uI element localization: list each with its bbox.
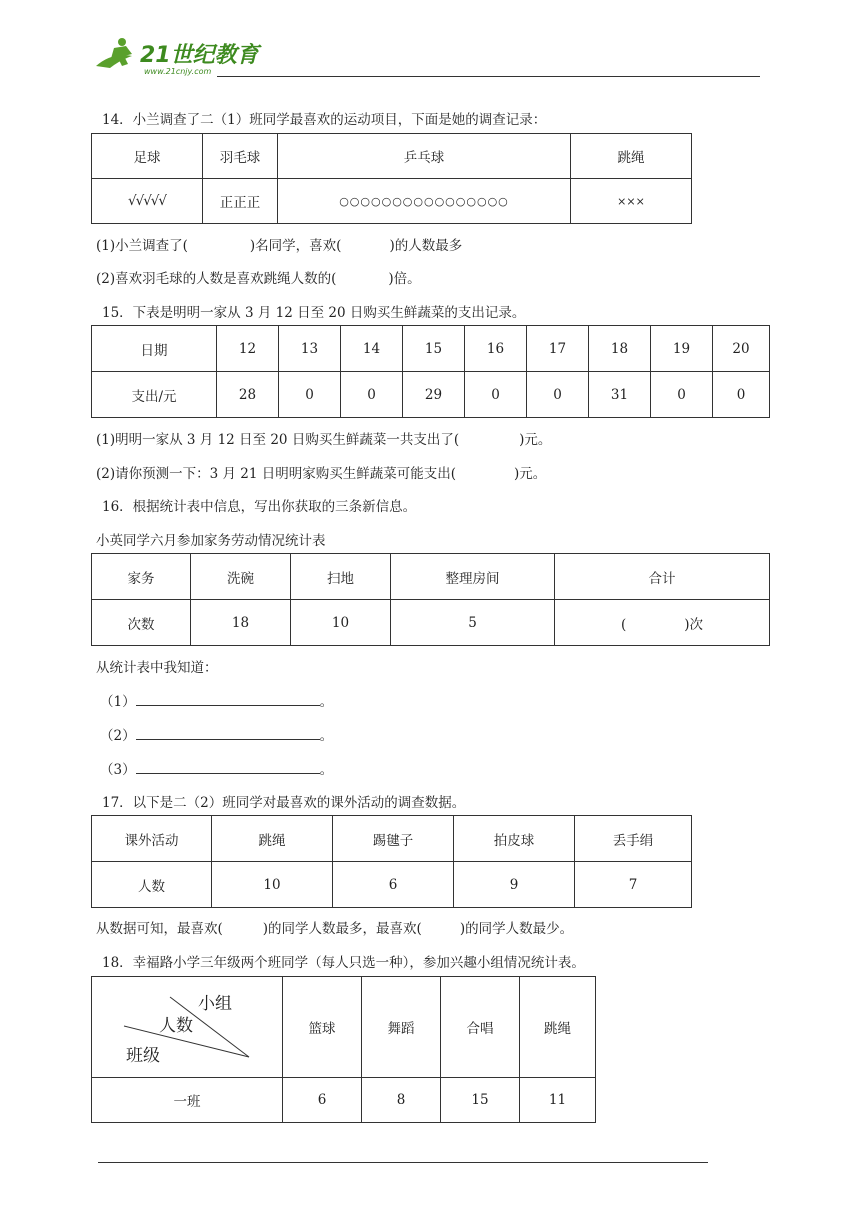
q14-marks-football: √√√√√: [92, 179, 203, 224]
q18-cell: 一班: [92, 1078, 283, 1123]
q16-table: [91, 553, 770, 646]
q16-prompt: 16．根据统计表中信息，写出你获取的三条新信息。: [102, 499, 417, 515]
q18-cell: 8: [362, 1078, 441, 1123]
q18-table: [91, 976, 596, 1123]
q14-sub2-b: )倍。: [388, 271, 421, 287]
q18-header: 合唱: [441, 977, 520, 1078]
q14-marks-pingpong: ○○○○○○○○○○○○○○○○: [278, 179, 571, 224]
q14-table: [91, 133, 692, 224]
q14-header-ropeskip: 跳绳: [571, 134, 692, 179]
q17-cell: 跳绳: [212, 816, 333, 862]
q14-marks-ropeskip: ×××: [571, 179, 692, 224]
q15-cell: 17: [527, 326, 589, 372]
q17-cell: 6: [333, 862, 454, 908]
q17-cell: 9: [454, 862, 575, 908]
q14-header-football: 足球: [92, 134, 203, 179]
q16-item-end: 。: [319, 728, 334, 744]
q18-cell: 15: [441, 1078, 520, 1123]
q15-sub1-a: (1)明明一家从 3 月 12 日至 20 日购买生鲜蔬菜一共支出了(: [96, 432, 460, 448]
q16-item-end: 。: [319, 762, 334, 778]
q15-sub1: [96, 428, 551, 448]
q15-cell: 0: [341, 372, 403, 418]
q15-table: [91, 325, 770, 418]
q15-sub2-b: )元。: [514, 466, 547, 482]
q16-total-close: )次: [684, 616, 704, 633]
q14-sub1: [96, 234, 462, 254]
q15-cell: 0: [527, 372, 589, 418]
answer-line[interactable]: [136, 692, 320, 706]
q16-cell: 洗碗: [191, 554, 291, 600]
header-rule: [217, 76, 760, 77]
q17-sub-c: )的同学人数最少。: [459, 921, 574, 937]
q17-prompt: 17．以下是二（2）班同学对最喜欢的课外活动的调查数据。: [102, 795, 466, 811]
q16-cell: 合计: [555, 554, 770, 600]
q16-cell: 整理房间: [391, 554, 555, 600]
q16-cell: 次数: [92, 600, 191, 646]
q18-header: 篮球: [283, 977, 362, 1078]
q16-item-label: （3）: [100, 762, 136, 778]
q14-sub1-c: )的人数最多: [389, 238, 463, 254]
answer-line[interactable]: [136, 760, 320, 774]
q14-marks-badminton: 正正正: [203, 179, 278, 224]
diag-label-class: 班级: [126, 1046, 160, 1066]
q17-cell: 拍皮球: [454, 816, 575, 862]
q15-cell: 16: [465, 326, 527, 372]
q15-cell: 18: [589, 326, 651, 372]
q17-cell: 人数: [92, 862, 212, 908]
q18-cell: 6: [283, 1078, 362, 1123]
q17-table: [91, 815, 692, 908]
q15-cell: 支出/元: [92, 372, 217, 418]
q14-header-badminton: 羽毛球: [203, 134, 278, 179]
q15-row-dates: [92, 326, 770, 372]
q15-cell: 日期: [92, 326, 217, 372]
q15-cell: 29: [403, 372, 465, 418]
q15-sub2-a: (2)请你预测一下：3 月 21 日明明家购买生鲜蔬菜可能支出(: [96, 466, 457, 482]
q17-cell: 10: [212, 862, 333, 908]
q18-prompt: 18．幸福路小学三年级两个班同学（每人只选一种），参加兴趣小组情况统计表。: [102, 955, 585, 971]
q17-sub-a: 从数据可知，最喜欢(: [96, 921, 223, 937]
q16-item-3: [100, 758, 333, 778]
page-header: [92, 34, 760, 80]
q15-cell: 13: [279, 326, 341, 372]
q17-cell: 7: [575, 862, 692, 908]
q15-cell: 0: [465, 372, 527, 418]
logo-text: 21世纪教育: [140, 43, 259, 68]
q15-cell: 31: [589, 372, 651, 418]
q17-cell: 踢毽子: [333, 816, 454, 862]
q16-item-1: [100, 690, 333, 710]
q16-table-title: 小英同学六月参加家务劳动情况统计表: [96, 533, 326, 549]
q16-item-label: （1）: [100, 694, 136, 710]
q18-header: 跳绳: [520, 977, 596, 1078]
q16-item-end: 。: [319, 694, 334, 710]
q16-know: 从统计表中我知道：: [96, 660, 218, 676]
q15-cell: 0: [713, 372, 770, 418]
diag-label-group: 小组: [198, 994, 232, 1014]
answer-line[interactable]: [136, 726, 320, 740]
q17-cell: 丢手绢: [575, 816, 692, 862]
q15-prompt: 15．下表是明明一家从 3 月 12 日至 20 日购买生鲜蔬菜的支出记录。: [102, 305, 526, 321]
q16-cell: 扫地: [291, 554, 391, 600]
q15-cell: 19: [651, 326, 713, 372]
q16-cell: 18: [191, 600, 291, 646]
q16-item-2: [100, 724, 333, 744]
logo-url: www.21cnjy.com: [144, 67, 212, 76]
q17-cell: 课外活动: [92, 816, 212, 862]
q15-sub1-b: )元。: [519, 432, 552, 448]
q17-sub: [96, 917, 573, 937]
q14-sub2-a: (2)喜欢羽毛球的人数是喜欢跳绳人数的(: [96, 271, 337, 287]
q15-row-spend: [92, 372, 770, 418]
q14-sub1-b: )名同学，喜欢(: [249, 238, 342, 254]
q15-cell: 0: [279, 372, 341, 418]
q15-cell: 0: [651, 372, 713, 418]
q18-header: 舞蹈: [362, 977, 441, 1078]
q18-diagonal-header: [92, 977, 283, 1078]
footer-rule: [98, 1162, 708, 1163]
q15-cell: 20: [713, 326, 770, 372]
q14-sub2: [96, 267, 421, 287]
q16-cell: 5: [391, 600, 555, 646]
q17-sub-b: )的同学人数最多，最喜欢(: [262, 921, 422, 937]
q14-header-pingpong: 乒乓球: [278, 134, 571, 179]
q16-cell: 家务: [92, 554, 191, 600]
q16-cell: 10: [291, 600, 391, 646]
q15-cell: 28: [217, 372, 279, 418]
q16-total-open: (: [620, 616, 627, 633]
q14-sub1-a: (1)小兰调查了(: [96, 238, 188, 254]
q15-cell: 15: [403, 326, 465, 372]
diag-label-count: 人数: [159, 1016, 193, 1036]
q16-total-cell: [555, 600, 770, 646]
q15-cell: 12: [217, 326, 279, 372]
logo: [92, 34, 262, 78]
q14-prompt: 14．小兰调查了二（1）班同学最喜欢的运动项目，下面是她的调查记录：: [102, 112, 547, 128]
q15-cell: 14: [341, 326, 403, 372]
q16-item-label: （2）: [100, 728, 136, 744]
q18-cell: 11: [520, 1078, 596, 1123]
q15-sub2: [96, 462, 546, 482]
